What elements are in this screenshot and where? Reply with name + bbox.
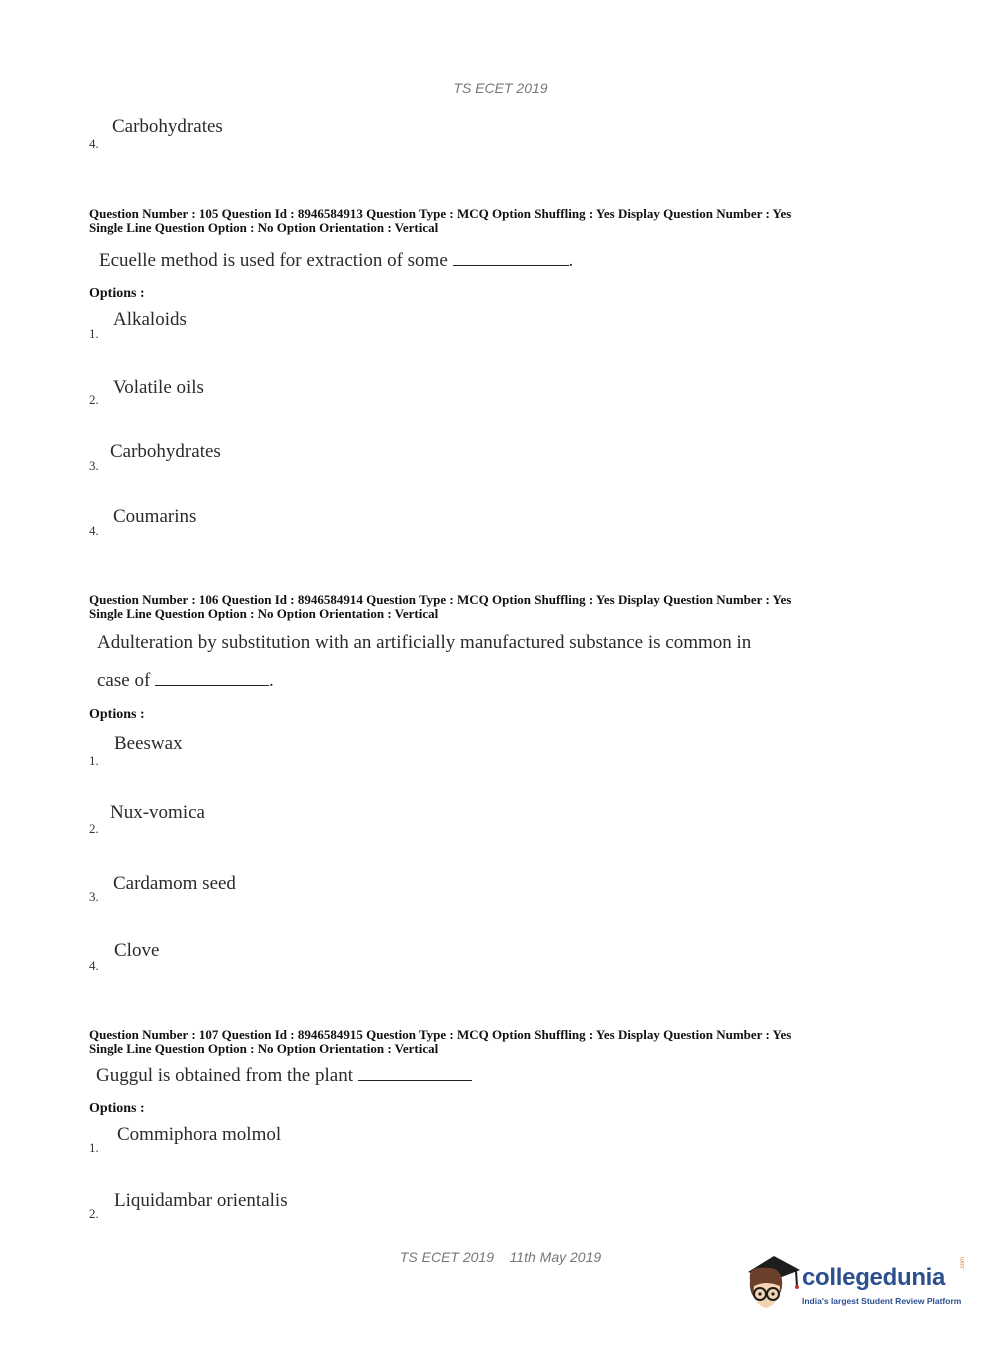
option-text: Clove	[114, 940, 160, 961]
footer-date: 11th May 2019	[509, 1249, 602, 1265]
question-text-line: Ecuelle method is used for extraction of some	[99, 250, 448, 271]
option-text: Beeswax	[114, 733, 183, 754]
question-text-line: Guggul is obtained from the plant	[96, 1065, 353, 1086]
option-text: Carbohydrates	[112, 116, 223, 137]
mascot-icon	[740, 1250, 802, 1320]
option-text: Carbohydrates	[110, 441, 221, 462]
option-number: 4.	[89, 136, 99, 151]
question-meta-line-1: Question Number : 105 Question Id : 8946584913 Question Type : MCQ Option Shuffling : Yes Display Question Number : Yes	[89, 206, 792, 221]
answer-blank	[358, 1062, 472, 1081]
option-number: 4.	[89, 523, 99, 538]
option-number: 3.	[89, 889, 99, 904]
option-text: Nux-vomica	[110, 802, 205, 823]
option-number: 2.	[89, 1206, 99, 1221]
logo-tagline: India's largest Student Review Platform	[802, 1296, 962, 1306]
footer-exam: TS ECET 2019	[399, 1249, 494, 1265]
collegedunia-logo	[740, 1250, 970, 1322]
option-number: 3.	[89, 458, 99, 473]
option-text: Coumarins	[113, 506, 197, 527]
question-text-end: .	[568, 250, 574, 271]
question-text	[96, 1062, 472, 1087]
question-meta-line-1: Question Number : 107 Question Id : 8946584915 Question Type : MCQ Option Shuffling : Yes Display Question Number : Yes	[89, 1027, 792, 1042]
question-text-line: Adulteration by substitution with an artificially manufactured substance is common in	[97, 632, 752, 653]
question-meta-line-2: Single Line Question Option : No Option Orientation : Vertical	[89, 606, 439, 621]
logo-wordmark: collegedunia	[802, 1264, 946, 1291]
answer-blank	[155, 667, 269, 686]
option-text: Liquidambar orientalis	[114, 1190, 288, 1211]
question-text	[97, 667, 274, 692]
question-text	[99, 247, 573, 272]
question-text-end: .	[269, 670, 274, 691]
question-meta-line-1: Question Number : 106 Question Id : 8946584914 Question Type : MCQ Option Shuffling : Yes Display Question Number : Yes	[89, 592, 792, 607]
option-text: Cardamom seed	[113, 873, 236, 894]
options-label: Options :	[89, 707, 145, 722]
question-meta-line-2: Single Line Question Option : No Option Orientation : Vertical	[89, 1041, 439, 1056]
answer-blank	[453, 247, 569, 266]
option-number: 2.	[89, 821, 99, 836]
page-header-title: TS ECET 2019	[453, 80, 548, 96]
option-text: Alkaloids	[113, 309, 187, 330]
option-number: 1.	[89, 326, 99, 341]
option-number: 2.	[89, 392, 99, 407]
option-number: 1.	[89, 1140, 99, 1155]
option-number: 1.	[89, 753, 99, 768]
option-text: Volatile oils	[113, 377, 204, 398]
question-text-line: case of	[97, 670, 151, 691]
option-number: 4.	[89, 958, 99, 973]
options-label: Options :	[89, 1101, 145, 1116]
question-meta-line-2: Single Line Question Option : No Option Orientation : Vertical	[89, 220, 439, 235]
logo-suffix: .com	[960, 1256, 966, 1270]
option-text: Commiphora molmol	[117, 1124, 282, 1145]
options-label: Options :	[89, 286, 145, 301]
